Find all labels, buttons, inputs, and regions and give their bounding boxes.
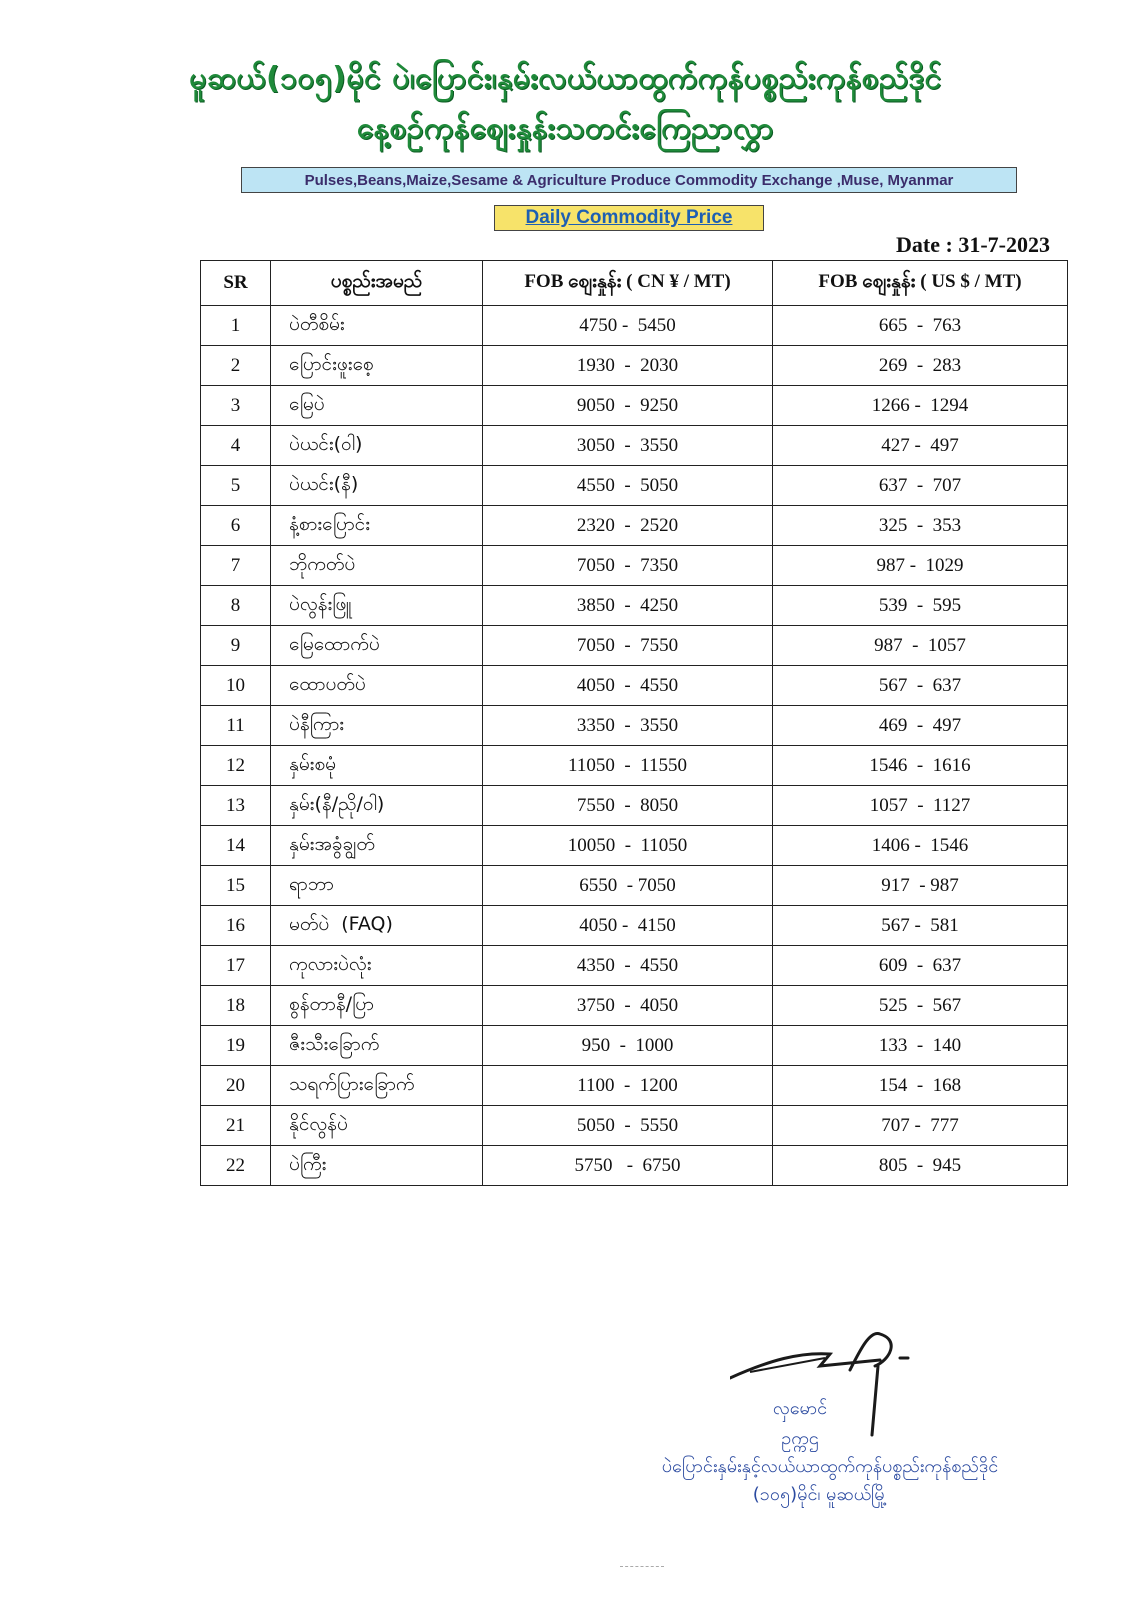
cell-price-cny: 1930 - 2030 xyxy=(483,346,773,386)
table-row xyxy=(201,1146,1068,1186)
cell-item-name: ကုလားပဲလုံး xyxy=(271,946,483,986)
cell-sr: 17 xyxy=(201,946,271,986)
cell-sr: 2 xyxy=(201,346,271,386)
cell-price-usd: 1406 - 1546 xyxy=(773,826,1068,866)
cell-item-name: ပဲတီစိမ်း xyxy=(271,306,483,346)
signatory-title: ဥက္ကဌ xyxy=(781,1428,819,1449)
cell-item-name: နှမ်း(နီ/ညို/ဝါ) xyxy=(271,786,483,826)
cell-sr: 12 xyxy=(201,746,271,786)
cell-price-usd: 707 - 777 xyxy=(773,1106,1068,1146)
cell-price-cny: 4050 - 4150 xyxy=(483,906,773,946)
header-price-cny: FOB စျေးနှုန်း ( CN ¥ / MT) xyxy=(483,261,773,306)
table-row xyxy=(201,826,1068,866)
cell-sr: 9 xyxy=(201,626,271,666)
header-price-usd: FOB စျေးနှုန်း ( US $ / MT) xyxy=(773,261,1068,306)
cell-price-usd: 665 - 763 xyxy=(773,306,1068,346)
table-row xyxy=(201,386,1068,426)
cell-price-usd: 133 - 140 xyxy=(773,1026,1068,1066)
table-row xyxy=(201,866,1068,906)
cell-sr: 5 xyxy=(201,466,271,506)
title-line-1: မူဆယ်(၁၀၅)မိုင် ပဲ၊ပြောင်း၊နှမ်းလယ်ယာထွက်ကုန်ပစ္စည်းကုန်စည်ဒိုင် xyxy=(189,61,942,96)
cell-item-name: ပဲယင်း(ဝါ) xyxy=(271,426,483,466)
cell-sr: 15 xyxy=(201,866,271,906)
cell-price-usd: 1057 - 1127 xyxy=(773,786,1068,826)
cell-sr: 7 xyxy=(201,546,271,586)
cell-price-usd: 469 - 497 xyxy=(773,706,1068,746)
cell-item-name: နိုင်လွန်ပဲ xyxy=(271,1106,483,1146)
table-row xyxy=(201,426,1068,466)
table-row xyxy=(201,666,1068,706)
cell-price-usd: 325 - 353 xyxy=(773,506,1068,546)
table-row xyxy=(201,986,1068,1026)
cell-price-usd: 427 - 497 xyxy=(773,426,1068,466)
table-row xyxy=(201,346,1068,386)
price-table xyxy=(200,260,1068,1186)
cell-item-name: မြေထောက်ပဲ xyxy=(271,626,483,666)
cell-sr: 3 xyxy=(201,386,271,426)
table-header-row xyxy=(201,261,1068,306)
cell-price-cny: 6550 - 7050 xyxy=(483,866,773,906)
cell-price-usd: 567 - 581 xyxy=(773,906,1068,946)
cell-price-cny: 5750 - 6750 xyxy=(483,1146,773,1186)
handwritten-signature xyxy=(730,1330,930,1440)
signatory-place: (၁၀၅)မိုင်၊ မူဆယ်မြို့ xyxy=(752,1484,888,1505)
header-item-name: ပစ္စည်းအမည် xyxy=(271,261,483,306)
cell-item-name: ပဲနီကြား xyxy=(271,706,483,746)
cell-item-name: ပဲလွန်းဖြူ xyxy=(271,586,483,626)
cell-price-usd: 539 - 595 xyxy=(773,586,1068,626)
cell-sr: 10 xyxy=(201,666,271,706)
cell-sr: 1 xyxy=(201,306,271,346)
table-row xyxy=(201,626,1068,666)
table-row xyxy=(201,466,1068,506)
table-row xyxy=(201,546,1068,586)
cell-price-cny: 3350 - 3550 xyxy=(483,706,773,746)
cell-sr: 22 xyxy=(201,1146,271,1186)
cell-item-name: ပဲကြီး xyxy=(271,1146,483,1186)
cell-sr: 19 xyxy=(201,1026,271,1066)
cell-price-cny: 950 - 1000 xyxy=(483,1026,773,1066)
cell-item-name: သရက်ပြားခြောက် xyxy=(271,1066,483,1106)
signatory-name: လှမောင် xyxy=(772,1398,828,1419)
cell-sr: 20 xyxy=(201,1066,271,1106)
cell-price-cny: 1100 - 1200 xyxy=(483,1066,773,1106)
cell-sr: 8 xyxy=(201,586,271,626)
cell-price-cny: 4550 - 5050 xyxy=(483,466,773,506)
daily-price-label: Daily Commodity Price xyxy=(494,205,764,231)
cell-price-cny: 5050 - 5550 xyxy=(483,1106,773,1146)
cell-price-usd: 1266 - 1294 xyxy=(773,386,1068,426)
cell-item-name: ပဲယင်း(နီ) xyxy=(271,466,483,506)
cell-item-name: စွန်တာနီ/ပြာ xyxy=(271,986,483,1026)
table-row xyxy=(201,786,1068,826)
cell-price-usd: 269 - 283 xyxy=(773,346,1068,386)
table-row xyxy=(201,1106,1068,1146)
cell-item-name: နံ့စားပြောင်း xyxy=(271,506,483,546)
cell-item-name: ထောပတ်ပဲ xyxy=(271,666,483,706)
cell-sr: 14 xyxy=(201,826,271,866)
cell-price-cny: 7050 - 7350 xyxy=(483,546,773,586)
cell-price-cny: 9050 - 9250 xyxy=(483,386,773,426)
header-sr: SR xyxy=(201,261,271,306)
cell-price-usd: 154 - 168 xyxy=(773,1066,1068,1106)
table-row xyxy=(201,1066,1068,1106)
table-row xyxy=(201,506,1068,546)
cell-price-cny: 3850 - 4250 xyxy=(483,586,773,626)
table-row xyxy=(201,946,1068,986)
cell-sr: 6 xyxy=(201,506,271,546)
cell-sr: 18 xyxy=(201,986,271,1026)
signatory-organization: ပဲပြောင်းနှမ်းနှင့်လယ်ယာထွက်ကုန်ပစ္စည်းကုန်စည်ဒိုင် xyxy=(661,1456,999,1477)
table-row xyxy=(201,746,1068,786)
cell-price-cny: 4350 - 4550 xyxy=(483,946,773,986)
table-row xyxy=(201,706,1068,746)
cell-price-usd: 987 - 1029 xyxy=(773,546,1068,586)
cell-price-usd: 987 - 1057 xyxy=(773,626,1068,666)
table-row xyxy=(201,1026,1068,1066)
cell-price-cny: 2320 - 2520 xyxy=(483,506,773,546)
cell-sr: 16 xyxy=(201,906,271,946)
table-row xyxy=(201,906,1068,946)
cell-sr: 13 xyxy=(201,786,271,826)
cell-item-name: နှမ်းစမုံ xyxy=(271,746,483,786)
cell-price-cny: 7050 - 7550 xyxy=(483,626,773,666)
cell-sr: 4 xyxy=(201,426,271,466)
table-row xyxy=(201,586,1068,626)
table-body xyxy=(201,306,1068,1186)
cell-item-name: ရာဘာ xyxy=(271,866,483,906)
table-row xyxy=(201,306,1068,346)
cell-price-cny: 4050 - 4550 xyxy=(483,666,773,706)
cell-sr: 21 xyxy=(201,1106,271,1146)
cell-item-name: ပြောင်းဖူးစေ့ xyxy=(271,346,483,386)
cell-item-name: မြေပဲ xyxy=(271,386,483,426)
cell-price-usd: 1546 - 1616 xyxy=(773,746,1068,786)
cell-price-usd: 917 - 987 xyxy=(773,866,1068,906)
title-line-2: နေ့စဉ်ကုန်စျေးနှုန်းသတင်းကြေညာလွှာ xyxy=(357,111,774,146)
cell-price-usd: 609 - 637 xyxy=(773,946,1068,986)
footer-mark xyxy=(620,1566,664,1567)
cell-price-usd: 637 - 707 xyxy=(773,466,1068,506)
cell-item-name: ဘိုကတ်ပဲ xyxy=(271,546,483,586)
signature-block xyxy=(600,1330,1060,1540)
exchange-banner: Pulses,Beans,Maize,Sesame & Agriculture Produce Commodity Exchange ,Muse, Myanmar xyxy=(241,167,1017,193)
cell-price-usd: 525 - 567 xyxy=(773,986,1068,1026)
cell-price-cny: 7550 - 8050 xyxy=(483,786,773,826)
cell-price-usd: 805 - 945 xyxy=(773,1146,1068,1186)
cell-sr: 11 xyxy=(201,706,271,746)
cell-item-name: ဇီးသီးခြောက် xyxy=(271,1026,483,1066)
cell-price-usd: 567 - 637 xyxy=(773,666,1068,706)
cell-price-cny: 3050 - 3550 xyxy=(483,426,773,466)
cell-item-name: နှမ်းအခွံချွတ် xyxy=(271,826,483,866)
cell-price-cny: 3750 - 4050 xyxy=(483,986,773,1026)
cell-price-cny: 11050 - 11550 xyxy=(483,746,773,786)
cell-price-cny: 4750 - 5450 xyxy=(483,306,773,346)
document-date: Date : 31-7-2023 xyxy=(896,232,1050,257)
cell-item-name: မတ်ပဲ (FAQ) xyxy=(271,906,483,946)
cell-price-cny: 10050 - 11050 xyxy=(483,826,773,866)
